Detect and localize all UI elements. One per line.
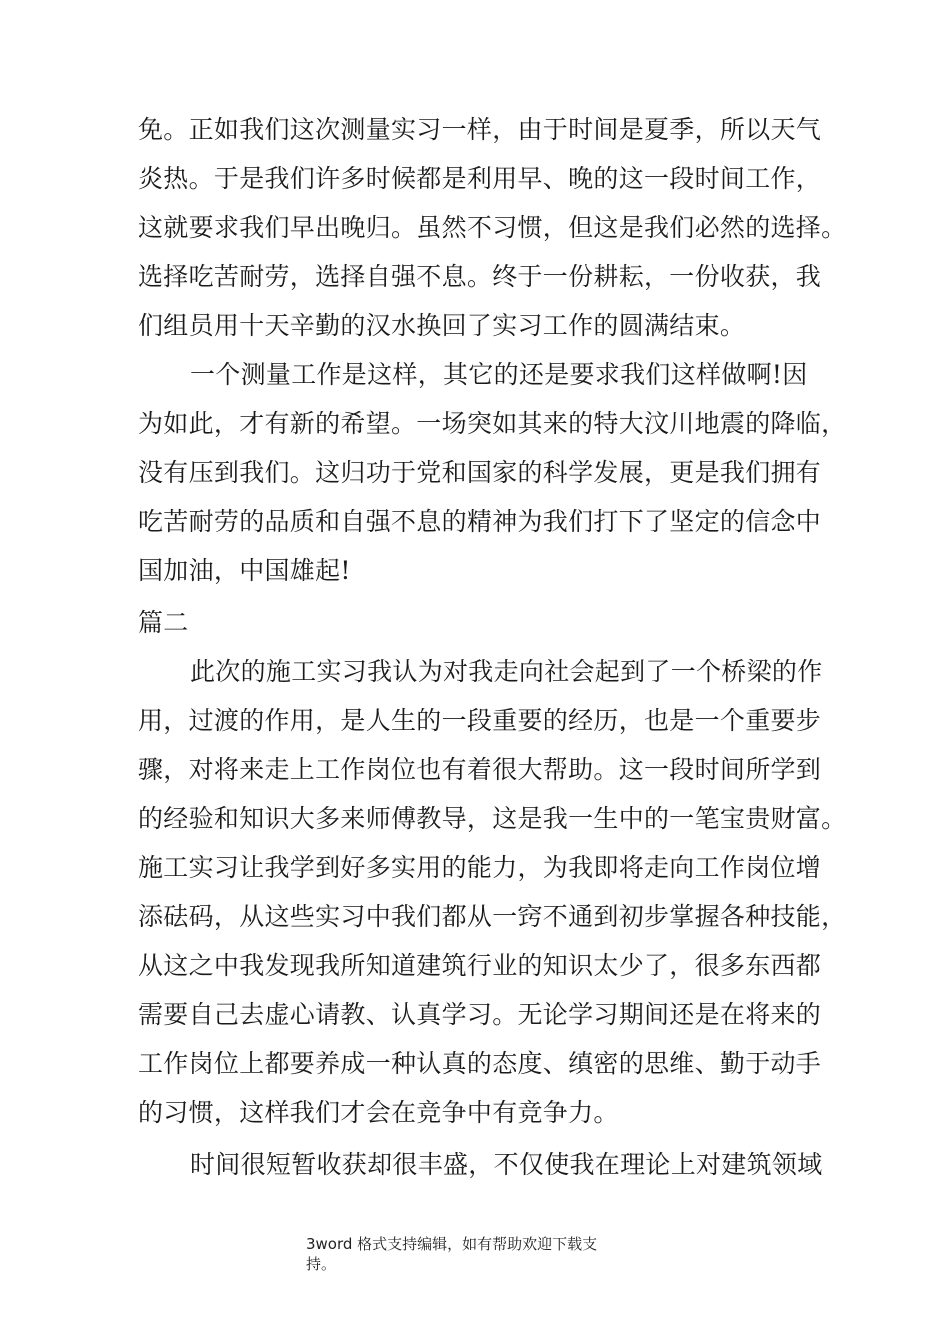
body-text-line: 需要自己去虚心请教、认真学习。无论学习期间还是在将来的 [138,1000,822,1029]
body-text-line: 国加油，中国雄起! [138,556,351,585]
body-text-line: 的习惯，这样我们才会在竞争中有竞争力。 [138,1098,619,1127]
section-heading: 篇二 [138,608,189,637]
body-text-line: 免。正如我们这次测量实习一样，由于时间是夏季，所以天气 [138,115,822,144]
body-text-line: 吃苦耐劳的品质和自强不息的精神为我们打下了坚定的信念中 [138,507,822,536]
body-text-line: 施工实习让我学到好多实用的能力，为我即将走向工作岗位增 [138,853,822,882]
body-text-line: 工作岗位上都要养成一种认真的态度、缜密的思维、勤于动手 [138,1049,822,1078]
body-text-line: 这就要求我们早出晚归。虽然不习惯，但这是我们必然的选择。 [138,213,847,242]
paragraph-first-line: 一个测量工作是这样，其它的还是要求我们这样做啊!因 [190,360,808,389]
paragraph-first-line: 时间很短暂收获却很丰盛，不仅使我在理论上对建筑领域 [190,1150,823,1179]
body-text-line: 的经验和知识大多来师傅教导，这是我一生中的一笔宝贵财富。 [138,804,847,833]
body-text-line: 为如此，才有新的希望。一场突如其来的特大汶川地震的降临， [138,409,847,438]
body-text-line: 骤，对将来走上工作岗位也有着很大帮助。这一段时间所学到 [138,755,822,784]
footer-note: 3word 格式支持编辑，如有帮助欢迎下载支 [306,1235,598,1253]
body-text-line: 们组员用十天辛勤的汉水换回了实习工作的圆满结束。 [138,311,746,340]
body-text-line: 用，过渡的作用，是人生的一段重要的经历，也是一个重要步 [138,706,822,735]
body-text-line: 从这之中我发现我所知道建筑行业的知识太少了，很多东西都 [138,951,822,980]
body-text-line: 添砝码，从这些实习中我们都从一窍不通到初步掌握各种技能， [138,902,847,931]
paragraph-first-line: 此次的施工实习我认为对我走向社会起到了一个桥梁的作 [190,657,823,686]
footer-note-continuation: 持。 [306,1255,337,1273]
body-text-line: 没有压到我们。这归功于党和国家的科学发展，更是我们拥有 [138,458,822,487]
body-text-line: 炎热。于是我们许多时候都是利用早、晚的这一段时间工作， [138,164,822,193]
body-text-line: 选择吃苦耐劳，选择自强不息。终于一份耕耘，一份收获，我 [138,262,822,291]
